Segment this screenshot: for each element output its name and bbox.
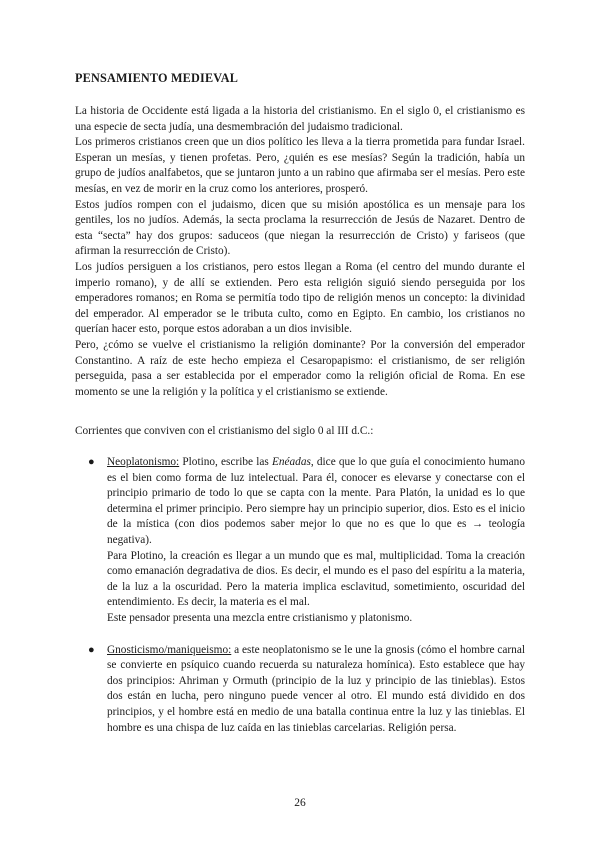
bullet-text: , dice que lo que guía el conocimiento humano es el bien como forma de luz intelectual. Para él, conocer es elevarse y conectarse con el principio primario de todo lo que se capta con la mente. Para Platón, la unidad es lo que determina el primer principio. Pero siempre hay un principio superior, dios. Esto es el inicio de la mística (con dios podemos saber mejor lo que no es que lo que es → teología negativa).: [107, 456, 525, 546]
bullet-text: Plotino, escribe las: [179, 456, 272, 468]
paragraph: Los primeros cristianos creen que un dios político les lleva a la tierra prometida para fundar Israel. Esperan un mesías, y tienen profetas. Pero, ¿quién es ese mesías? Según la tradición, había un grupo de judíos analfabetos, que se juntaron junto a un rabino que afirmaba ser el mesías. Pero este mesías, en vez de morir en la cruz como los anteriores, prosperó.: [75, 136, 525, 195]
list-intro: Corrientes que conviven con el cristianismo del siglo 0 al III d.C.:: [75, 425, 374, 437]
paragraph: Los judíos persiguen a los cristianos, pero estos llegan a Roma (el centro del mundo durante el imperio romano), y de allí se extienden. Pero esta religión siguió siendo perseguida por los emperadores romanos; en Roma se permitía todo tipo de religión menos un concepto: la divinidad del emperador. Al emperador se le tributa culto, como en Egipto. En cambio, los cristianos no querían hacer esto, porque estos adoraban a un dios invisible.: [75, 260, 525, 336]
page-number: 26: [294, 797, 306, 809]
bullet-term: Gnosticismo/maniqueismo:: [107, 643, 232, 656]
bullet-icon: ●: [88, 643, 95, 656]
bullet-paragraph: [107, 643, 525, 737]
paragraph: Pero, ¿cómo se vuelve el cristianismo la religión dominante? Por la conversión del emperador Constantino. A raíz de este hecho empieza el Cesaropapismo: el cristianismo, de ser religión perseguida, pasa a ser establecida por el emperador como la religión oficial de Roma. En ese momento se une la religión y la política y el cristianismo se extiende.: [75, 338, 525, 398]
bullet-icon: ●: [88, 456, 95, 468]
paragraph: Estos judíos rompen con el judaismo, dicen que su misión apostólica es un mensaje para los gentiles, los no judíos. Además, la secta proclama la resurrección de Jesús de Nazaret. Dentro de esta “secta” hay dos grupos: saduceos (que niegan la resurrección de Cristo) y fariseos (que afirman la resurrección de Cristo).: [75, 198, 525, 258]
bullet-paragraph: [107, 455, 525, 549]
book-title: Enéadas: [271, 456, 311, 468]
bullet-list: [75, 455, 525, 736]
body-text: [75, 104, 525, 400]
list-item-gnosticismo: [75, 643, 525, 737]
bullet-term: Neoplatonismo:: [107, 456, 180, 468]
bullet-text: a este neoplatonismo se le une la gnosis (cómo el hombre carnal se convierte en psíquico cuando recuerda su naturaleza homínica). Esto establece que hay dos principios: Ahriman y Ormuth (principio de la luz y principio de las tinieblas). Estos dos están en lucha, pero ninguno puede vencer al otro. El mundo está dividido en dos principios, y el hombre está en medio de una batalla continua entre la luz y las tinieblas. El hombre es una chispa de luz caída en las tinieblas carcelarias. Religión persa.: [107, 643, 525, 734]
paragraph: La historia de Occidente está ligada a la historia del cristianismo. En el siglo 0, el cristianismo es una especie de secta judía, una desmembración del judaismo tradicional.: [75, 105, 525, 133]
bullet-paragraph: Para Plotino, la creación es llegar a un mundo que es mal, multiplicidad. Toma la creación como emanación degradativa de dios. Es decir, el mundo es el paso del espíritu a la materia, de la luz a la oscuridad. Pero la materia implica esclavitud, sometimiento, oscuridad del entendimiento. Es decir, la materia es el mal.: [107, 549, 525, 609]
bullet-paragraph: Este pensador presenta una mezcla entre cristianismo y platonismo.: [107, 611, 413, 624]
page-title: PENSAMIENTO MEDIEVAL: [75, 71, 239, 85]
list-item-neoplatonismo: [75, 455, 525, 627]
